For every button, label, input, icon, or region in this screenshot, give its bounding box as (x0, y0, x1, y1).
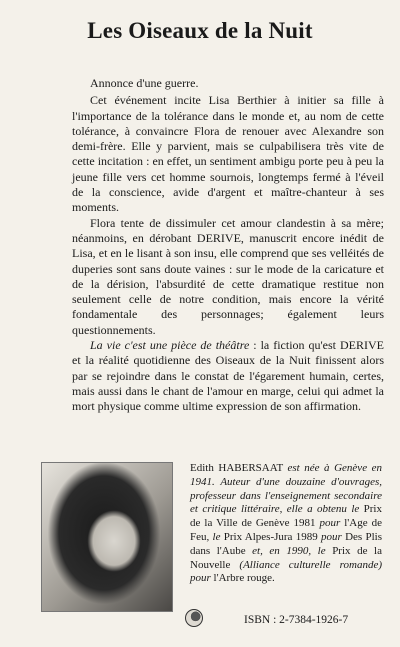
summary-paragraph-4-rest: : la fiction qu'est DERIVE et la réalité quotidienne des Oiseaux de la Nuit finissent alors par se rejoindre dans le constat de l'égarement humain, certes, mais aussi dans le chant de l'amour en marge, celui qui admet la mort physique comme ultime expression de son affirmation. (72, 338, 384, 414)
bio-book-2: Des Plis dans l'Aube (190, 530, 382, 557)
bio-prize-2: Prix Alpes-Jura 1989 (223, 530, 318, 543)
bio-prize-1: Prix de la Ville de Genève 1981 (190, 503, 382, 530)
bio-text: , le (206, 530, 224, 543)
summary-quote: La vie c'est une pièce de théâtre (90, 338, 250, 353)
bio-book-3: l'Arbre rouge (213, 572, 273, 585)
publisher-logo (185, 609, 203, 627)
author-name: Edith HABERSAAT (190, 462, 288, 474)
summary-paragraph-2: Cet événement incite Lisa Berthier à initier sa fille à l'importance de la tolérance dans le monde et, au nom de cette tolérance, à convaincre Flora de renouer avec Alexandre son demi-frère. Elle y parvient, mais se culpabilisera très vite de cette incitation : en effet, un sentiment ambigu porte peu à peu la jeune fille vers cet homme sournois, longtemps fermé à l'éveil de la conscience, avide d'argent et maître-chanteur à ses moments. (72, 93, 384, 215)
bio-text: et, en 1990, le (245, 544, 333, 557)
isbn: ISBN : 2-7384-1926-7 (244, 614, 349, 626)
bio-text: pour (315, 517, 345, 530)
bio-text: . (272, 572, 275, 585)
bio-book-1: l'Age de Feu (190, 517, 383, 543)
book-title: Les Oiseaux de la Nuit (87, 18, 313, 43)
bio-text: est née à Genève en 1941. Auteur d'une douzaine d'ouvrages, professeur dans l'enseignement secondaire et critique littéraire, elle a obtenu le (190, 462, 382, 516)
globe-icon (185, 609, 203, 627)
summary-paragraph-3: Flora tente de dissimuler cet amour clandestin à sa mère; néanmoins, en dérobant DERIVE, manuscrit encore inédit de Lisa, et en le lisant à son insu, elle comprend que ses velléités de duperies sont sans doute vaines : sur le mode de la caricature et de la dérision, l'absurdité de cette dramatique restitue non seulement celle de notre condition, mais encore la vérité fondamentale des personnages; également leurs questionnements. (72, 215, 384, 337)
author-photo (41, 462, 173, 612)
bio-prize-3: Prix de la Nouvelle (190, 544, 382, 571)
bio-text: (Alliance culturelle romande) pour (190, 558, 382, 585)
bio-text: pour (317, 530, 346, 543)
summary-paragraph-4 (72, 338, 384, 414)
summary-paragraph-1: Annonce d'une guerre. (90, 76, 199, 90)
back-cover-summary (72, 76, 384, 415)
author-bio (190, 462, 382, 586)
